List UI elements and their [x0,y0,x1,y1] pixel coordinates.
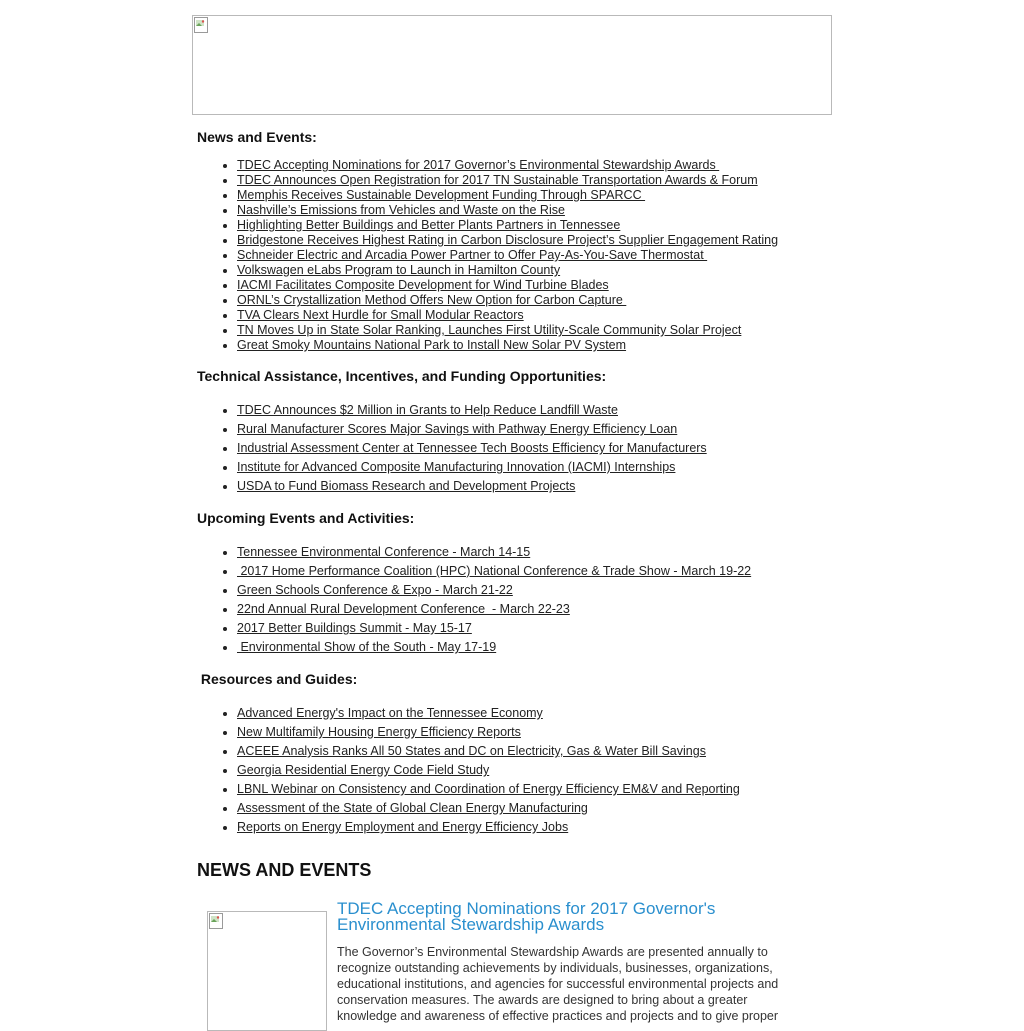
list-item [237,188,778,203]
article-body-text: The Governor’s Environmental Stewardship Awards are presented annually to recognize outstanding achievements by individuals, businesses, organizations, educational institutions, and agencies for successful environmental projects and conservation measures. The awards are designed to bring about a greater knowledge and awareness of effective practices and projects and to give proper [337,945,779,1023]
news-link-0[interactable]: TDEC Accepting Nominations for 2017 Governor’s Environmental Stewardship Awards [237,158,720,172]
list-item [237,458,707,477]
technical-link-3[interactable]: Institute for Advanced Composite Manufacturing Innovation (IACMI) Internships [237,460,676,474]
list-item [237,638,751,657]
list-item [237,619,751,638]
resources-link-6[interactable]: Reports on Energy Employment and Energy Efficiency Jobs [237,820,569,834]
list-item [237,818,740,837]
list-item [237,338,778,353]
list-item [237,158,778,173]
broken-image-icon [194,17,208,33]
resources-link-2[interactable]: ACEEE Analysis Ranks All 50 States and DC on Electricity, Gas & Water Bill Savings [237,744,706,758]
upcoming-link-0[interactable]: Tennessee Environmental Conference - March 14-15 [237,545,531,559]
list-item [237,799,740,818]
upcoming-link-5[interactable]: Environmental Show of the South - May 17-19 [237,640,497,654]
news-link-1[interactable]: TDEC Announces Open Registration for 2017 TN Sustainable Transportation Awards & Forum [237,173,758,187]
list-item [237,742,740,761]
section-heading-news: News and Events: [197,129,317,145]
list-item [237,248,778,263]
list-item [237,173,778,188]
article-title-link[interactable]: TDEC Accepting Nominations for 2017 Governor's Environmental Stewardship Awards [337,899,716,934]
upcoming-list [197,543,751,657]
resources-link-3[interactable]: Georgia Residential Energy Code Field Study [237,763,490,777]
list-item [237,218,778,233]
news-link-5[interactable]: Bridgestone Receives Highest Rating in Carbon Disclosure Project’s Supplier Engagement Rating [237,233,779,247]
list-item [237,600,751,619]
list-item [237,293,778,308]
resources-link-4[interactable]: LBNL Webinar on Consistency and Coordination of Energy Efficiency EM&V and Reporting [237,782,740,796]
news-link-10[interactable]: TVA Clears Next Hurdle for Small Modular Reactors [237,308,524,322]
list-item [237,323,778,338]
section-heading-resources: Resources and Guides: [197,671,358,687]
technical-link-4[interactable]: USDA to Fund Biomass Research and Development Projects [237,479,576,493]
news-link-6[interactable]: Schneider Electric and Arcadia Power Partner to Offer Pay-As-You-Save Thermostat [237,248,708,262]
news-link-12[interactable]: Great Smoky Mountains National Park to Install New Solar PV System [237,338,627,352]
list-item [237,439,707,458]
list-item [237,543,751,562]
resources-link-1[interactable]: New Multifamily Housing Energy Efficiency Reports [237,725,521,739]
list-item [237,780,740,799]
technical-list [197,401,707,496]
news-and-events-heading: NEWS AND EVENTS [197,860,372,880]
upcoming-link-3[interactable]: 22nd Annual Rural Development Conference - March 22-23 [237,602,570,616]
section-heading-upcoming: Upcoming Events and Activities: [197,510,415,526]
list-item [237,477,707,496]
list-item [237,761,740,780]
technical-link-2[interactable]: Industrial Assessment Center at Tennessee Tech Boosts Efficiency for Manufacturers [237,441,707,455]
news-list [197,158,778,353]
list-item [237,263,778,278]
resources-link-5[interactable]: Assessment of the State of Global Clean Energy Manufacturing [237,801,588,815]
list-item [237,704,740,723]
resources-link-0[interactable]: Advanced Energy's Impact on the Tennessee Economy [237,706,543,720]
list-item [237,233,778,248]
news-link-7[interactable]: Volkswagen eLabs Program to Launch in Hamilton County [237,263,561,277]
news-link-11[interactable]: TN Moves Up in State Solar Ranking, Launches First Utility-Scale Community Solar Project [237,323,742,337]
section-heading-technical: Technical Assistance, Incentives, and Funding Opportunities: [197,368,607,384]
resources-list [197,704,740,837]
list-item [237,420,707,439]
broken-image-icon [209,913,223,929]
list-item [237,278,778,293]
technical-link-1[interactable]: Rural Manufacturer Scores Major Savings with Pathway Energy Efficiency Loan [237,422,678,436]
upcoming-link-2[interactable]: Green Schools Conference & Expo - March 21-22 [237,583,513,597]
article-thumbnail-image [207,911,327,1031]
news-link-2[interactable]: Memphis Receives Sustainable Development Funding Through SPARCC [237,188,646,202]
list-item [237,723,740,742]
list-item [237,581,751,600]
upcoming-link-4[interactable]: 2017 Better Buildings Summit - May 15-17 [237,621,472,635]
list-item [237,308,778,323]
list-item [237,203,778,218]
news-link-8[interactable]: IACMI Facilitates Composite Development for Wind Turbine Blades [237,278,609,292]
list-item [237,401,707,420]
technical-link-0[interactable]: TDEC Announces $2 Million in Grants to Help Reduce Landfill Waste [237,403,618,417]
upcoming-link-1[interactable]: 2017 Home Performance Coalition (HPC) National Conference & Trade Show - March 19-22 [237,564,752,578]
news-link-3[interactable]: Nashville’s Emissions from Vehicles and Waste on the Rise [237,203,565,217]
header-banner-image [192,15,832,115]
list-item [237,562,751,581]
news-link-9[interactable]: ORNL’s Crystallization Method Offers New Option for Carbon Capture [237,293,627,307]
news-link-4[interactable]: Highlighting Better Buildings and Better Plants Partners in Tennessee [237,218,621,232]
